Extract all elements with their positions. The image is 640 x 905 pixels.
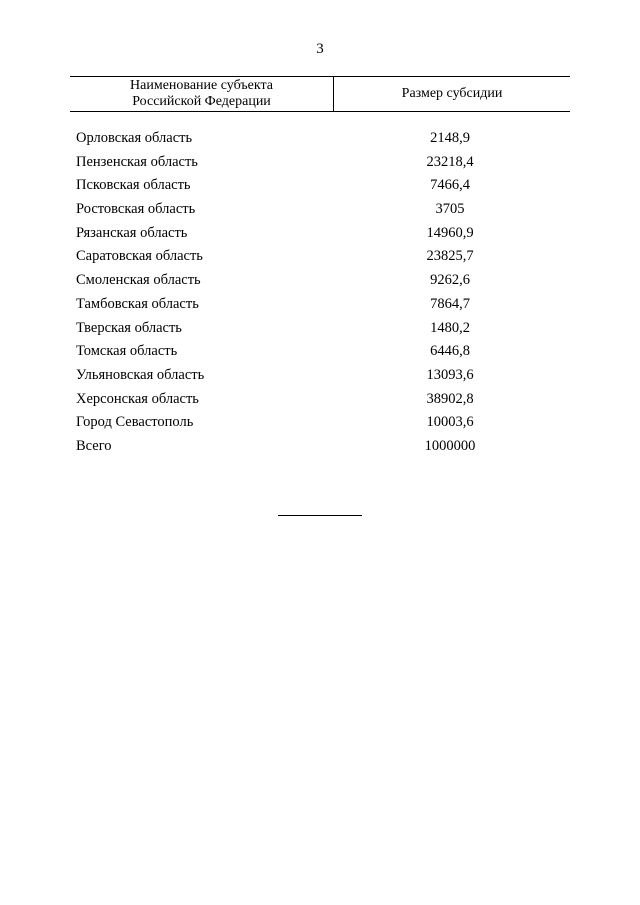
table-row — [0, 222, 640, 246]
subsidy-value: 6446,8 — [430, 343, 470, 360]
page-number: 3 — [316, 41, 324, 57]
subsidy-value: 1000000 — [424, 437, 476, 454]
table-row — [0, 293, 640, 317]
subsidy-value: 23825,7 — [426, 248, 474, 265]
subject-name: Ростовская область — [76, 201, 196, 218]
table-row — [0, 364, 640, 388]
subject-name: Херсонская область — [76, 390, 199, 407]
table-row — [0, 151, 640, 175]
table-row — [0, 127, 640, 151]
table-row — [0, 174, 640, 198]
table-header — [70, 76, 570, 112]
subsidy-value: 38902,8 — [426, 390, 474, 407]
header-subject-line2: Российской Федерации — [132, 94, 271, 109]
subject-name: Тверская область — [76, 319, 182, 336]
subject-name: Город Севастополь — [76, 414, 194, 431]
table-row — [0, 269, 640, 293]
subsidy-value: 23218,4 — [426, 153, 474, 170]
table-row — [0, 340, 640, 364]
subsidy-value: 3705 — [435, 201, 465, 218]
subsidy-value: 2148,9 — [430, 130, 470, 146]
subject-name: Орловская область — [76, 130, 193, 146]
subsidy-value: 7864,7 — [430, 295, 470, 312]
table-row — [0, 388, 640, 412]
subsidy-value: 7466,4 — [430, 177, 470, 194]
table-row — [0, 245, 640, 269]
subject-name: Ульяновская область — [76, 366, 205, 383]
table-row — [0, 435, 640, 459]
table-row — [0, 198, 640, 222]
subject-name: Томская область — [76, 343, 178, 360]
subject-name: Саратовская область — [76, 248, 203, 265]
subsidy-value: 10003,6 — [426, 414, 474, 431]
subject-name: Рязанская область — [76, 224, 188, 241]
table-row — [0, 411, 640, 435]
table-row — [0, 317, 640, 341]
header-subject-name — [70, 77, 334, 111]
subject-name: Псковская область — [76, 177, 191, 194]
subsidy-value: 13093,6 — [426, 366, 474, 383]
header-subsidy-size: Размер субсидии — [401, 86, 503, 101]
subsidy-value: 1480,2 — [430, 319, 470, 336]
table-body — [0, 127, 640, 459]
subsidy-value: 9262,6 — [430, 272, 470, 289]
subject-name: Тамбовская область — [76, 295, 199, 312]
subject-name: Пензенская область — [76, 153, 198, 170]
end-divider — [278, 515, 362, 516]
header-subject-line1: Наименование субъекта — [130, 78, 273, 93]
subsidy-value: 14960,9 — [426, 224, 474, 241]
subject-name: Всего — [76, 437, 112, 454]
subject-name: Смоленская область — [76, 272, 201, 289]
